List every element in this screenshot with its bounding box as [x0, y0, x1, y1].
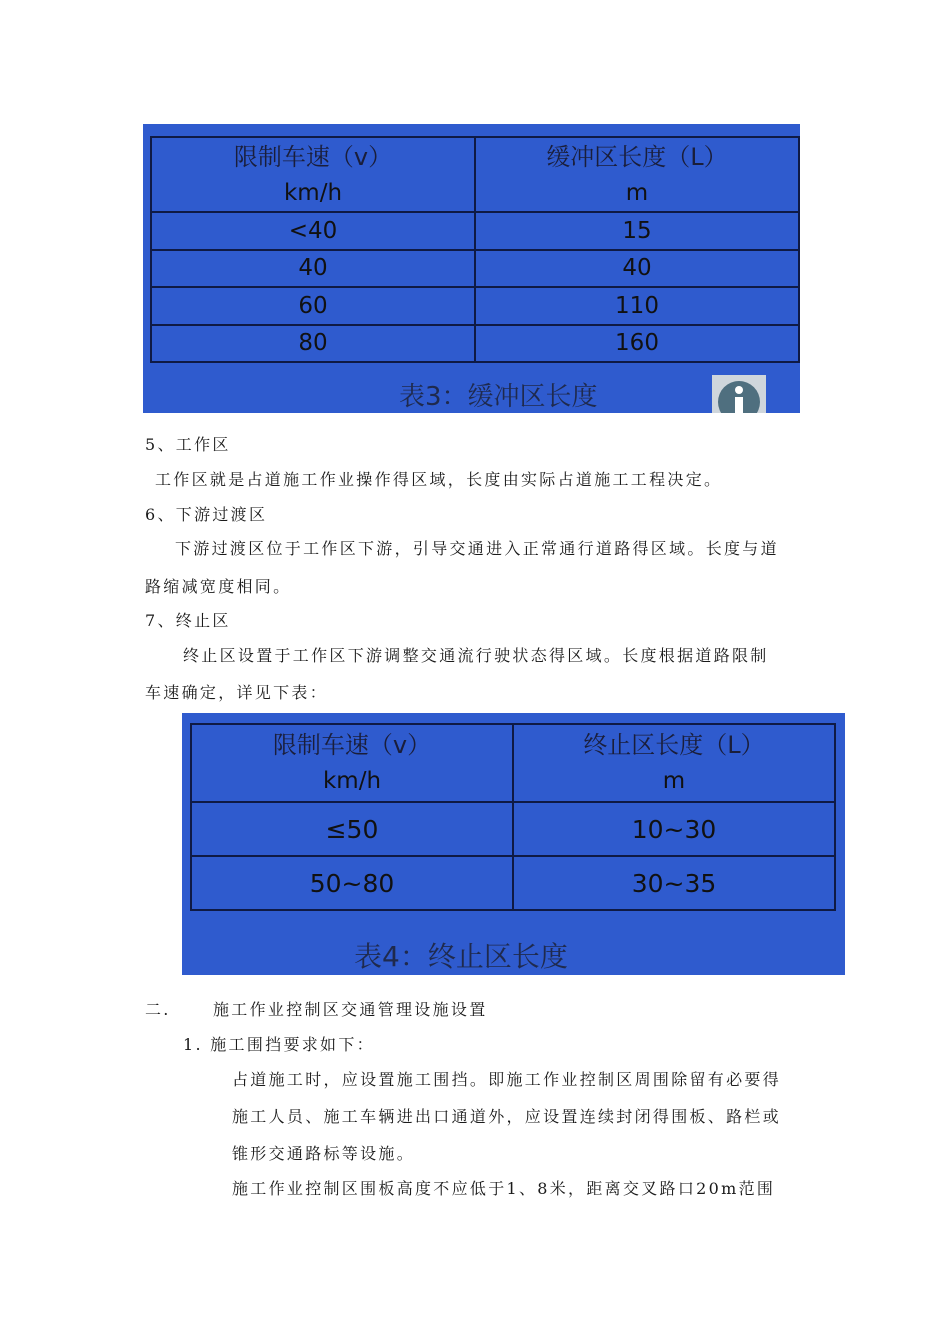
- section7-body-line2: 车速确定，详见下表：: [145, 683, 329, 702]
- header-speed-label: 限制车速（v）: [272, 731, 432, 759]
- length-cell: 160: [475, 325, 799, 363]
- speed-cell: <40: [151, 212, 475, 250]
- length-cell: 10~30: [513, 802, 835, 856]
- length-cell: 40: [475, 250, 799, 288]
- header-speed-label: 限制车速（v）: [233, 142, 393, 171]
- part2-number: 二.: [145, 1000, 171, 1019]
- table-row: [151, 212, 799, 250]
- table3-header-speed: [151, 137, 475, 212]
- section6-heading: 6、下游过渡区: [145, 505, 268, 524]
- header-length-label: 缓冲区长度（L）: [546, 142, 728, 171]
- speed-cell: 40: [151, 250, 475, 288]
- table3-image: [143, 124, 800, 413]
- info-icon: [712, 375, 766, 413]
- section6-body-line2: 路缩减宽度相同。: [145, 577, 292, 596]
- section5-heading: 5、工作区: [145, 435, 231, 454]
- length-cell: 30~35: [513, 856, 835, 910]
- table-row: [151, 250, 799, 288]
- section7-body-line1: 终止区设置于工作区下游调整交通流行驶状态得区域。长度根据道路限制: [183, 646, 769, 665]
- item1-para1-line1: 占道施工时，应设置施工围挡。即施工作业控制区周围除留有必要得: [232, 1070, 782, 1089]
- section6-body-line1: 下游过渡区位于工作区下游，引导交通进入正常通行道路得区域。长度与道: [175, 539, 779, 558]
- header-speed-unit: km/h: [283, 179, 343, 206]
- section5-body: 工作区就是占道施工作业操作得区域，长度由实际占道施工工程决定。: [155, 470, 723, 489]
- item1-heading: 1. 施工围挡要求如下：: [183, 1035, 375, 1054]
- length-cell: 15: [475, 212, 799, 250]
- speed-cell: 60: [151, 287, 475, 325]
- table3: [150, 136, 800, 363]
- table4-header-row: [191, 724, 835, 802]
- table3-header-row: [151, 137, 799, 212]
- table-row: [151, 287, 799, 325]
- table3-caption: 表3：缓冲区长度: [399, 382, 598, 412]
- speed-cell: 80: [151, 325, 475, 363]
- item1-para2-line1: 施工作业控制区围板高度不应低于1、8米，距离交叉路口20m范围: [232, 1179, 776, 1198]
- table4-caption: 表4：终止区长度: [354, 940, 568, 973]
- header-length-unit: m: [662, 768, 686, 794]
- speed-cell: 50~80: [191, 856, 513, 910]
- header-speed-unit: km/h: [322, 768, 382, 794]
- header-length-unit: m: [625, 179, 649, 206]
- table4-header-speed: [191, 724, 513, 802]
- table4-header-length: [513, 724, 835, 802]
- item1-para1-line2: 施工人员、施工车辆进出口通道外，应设置连续封闭得围板、路栏或: [232, 1107, 782, 1126]
- speed-cell: ≤50: [191, 802, 513, 856]
- table-row: [191, 856, 835, 910]
- table4: [190, 723, 836, 911]
- header-length-label: 终止区长度（L）: [583, 731, 765, 759]
- section7-heading: 7、终止区: [145, 611, 231, 630]
- table-row: [151, 325, 799, 363]
- table3-header-length: [475, 137, 799, 212]
- table-row: [191, 802, 835, 856]
- item1-para1-line3: 锥形交通路标等设施。: [232, 1144, 416, 1163]
- part2-title: 施工作业控制区交通管理设施设置: [213, 1000, 488, 1019]
- table4-image: [182, 713, 845, 975]
- length-cell: 110: [475, 287, 799, 325]
